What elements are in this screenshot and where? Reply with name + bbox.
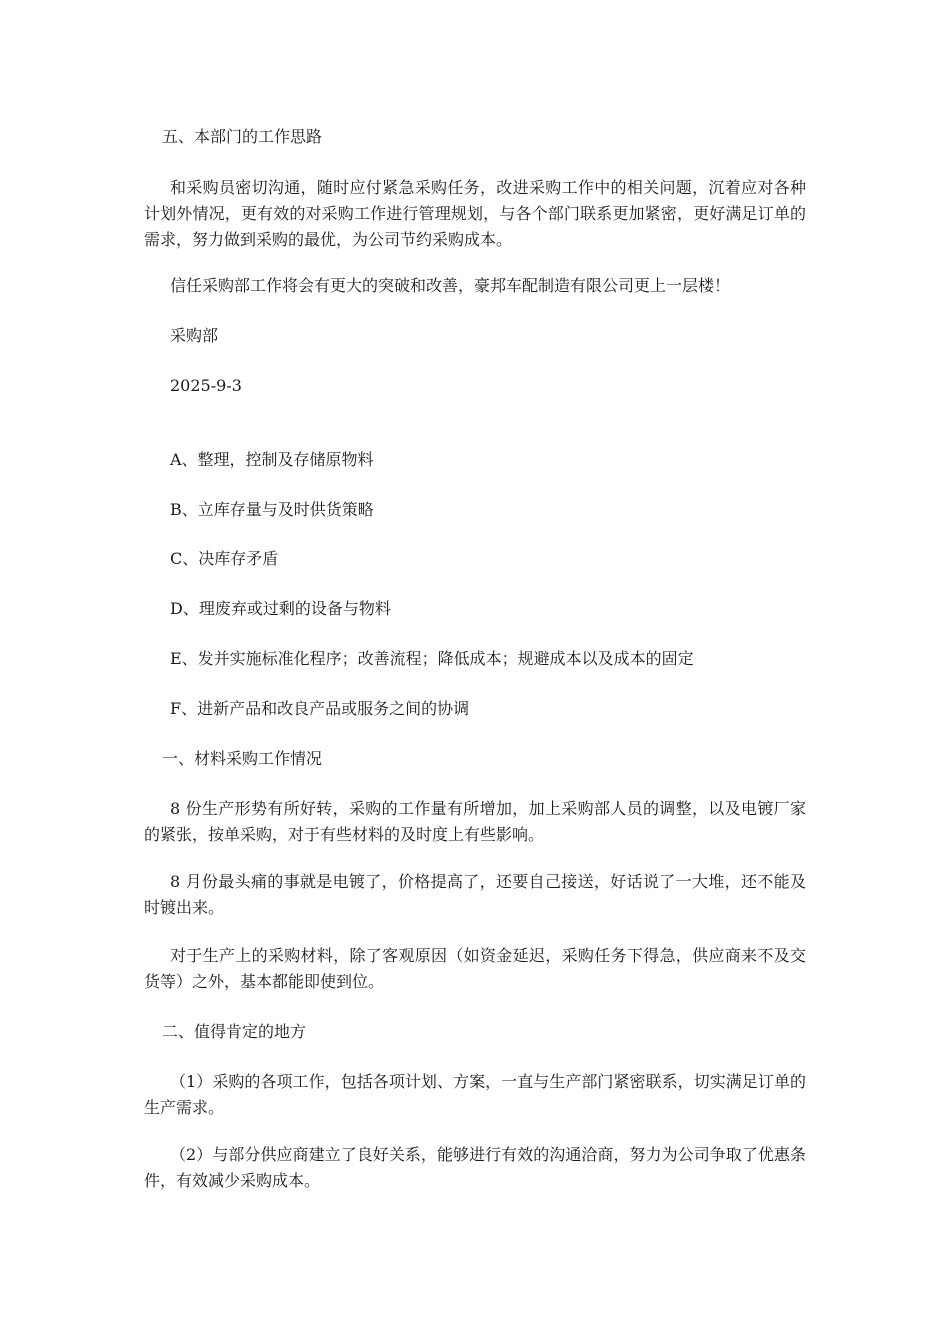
closing-line: 信任采购部工作将会有更大的突破和改善，豪邦车配制造有限公司更上一层楼！ <box>170 276 731 295</box>
section-1-paragraph: 8 份生产形势有所好转，采购的工作量有所增加，加上采购部人员的调整，以及电镀厂家的紧张，按单采购，对于有些材料的及时度上有些影响。 <box>144 799 806 844</box>
duty-item: E、发并实施标准化程序；改善流程；降低成本；规避成本以及成本的固定 <box>170 649 694 668</box>
section-5-paragraph: 和采购员密切沟通，随时应付紧急采购任务，改进采购工作中的相关问题，沉着应对各种计划外情况，更有效的对采购工作进行管理规划，与各个部门联系更加紧密，更好满足订单的需求，努力做到采购的最优，为公司节约采购成本。 <box>144 178 806 249</box>
duty-item: B、立库存量与及时供货策略 <box>170 500 374 519</box>
section-1-paragraph: 8 月份最头痛的事就是电镀了，价格提高了，还要自己接送，好话说了一大堆，还不能及时镀出来。 <box>144 872 806 917</box>
duty-item: A、整理，控制及存储原物料 <box>170 450 374 469</box>
signature-date: 2025-9-3 <box>170 376 242 395</box>
duty-item: C、决库存矛盾 <box>170 549 279 568</box>
section-2-paragraph: （1）采购的各项工作，包括各项计划、方案，一直与生产部门紧密联系，切实满足订单的生产需求。 <box>144 1072 806 1117</box>
signature-department: 采购部 <box>170 326 219 345</box>
duty-item: D、理废弃或过剩的设备与物料 <box>170 599 391 618</box>
section-2-heading: 二、值得肯定的地方 <box>162 1022 307 1041</box>
section-1-paragraph: 对于生产上的采购材料，除了客观原因（如资金延迟，采购任务下得急，供应商来不及交货等）之外，基本都能即使到位。 <box>144 946 806 991</box>
section-5-heading: 五、本部门的工作思路 <box>162 127 323 146</box>
section-2-paragraph: （2）与部分供应商建立了良好关系，能够进行有效的沟通洽商，努力为公司争取了优惠条件，有效减少采购成本。 <box>144 1145 806 1190</box>
duty-item: F、进新产品和改良产品或服务之间的协调 <box>170 699 470 718</box>
section-1-heading: 一、材料采购工作情况 <box>162 749 323 768</box>
